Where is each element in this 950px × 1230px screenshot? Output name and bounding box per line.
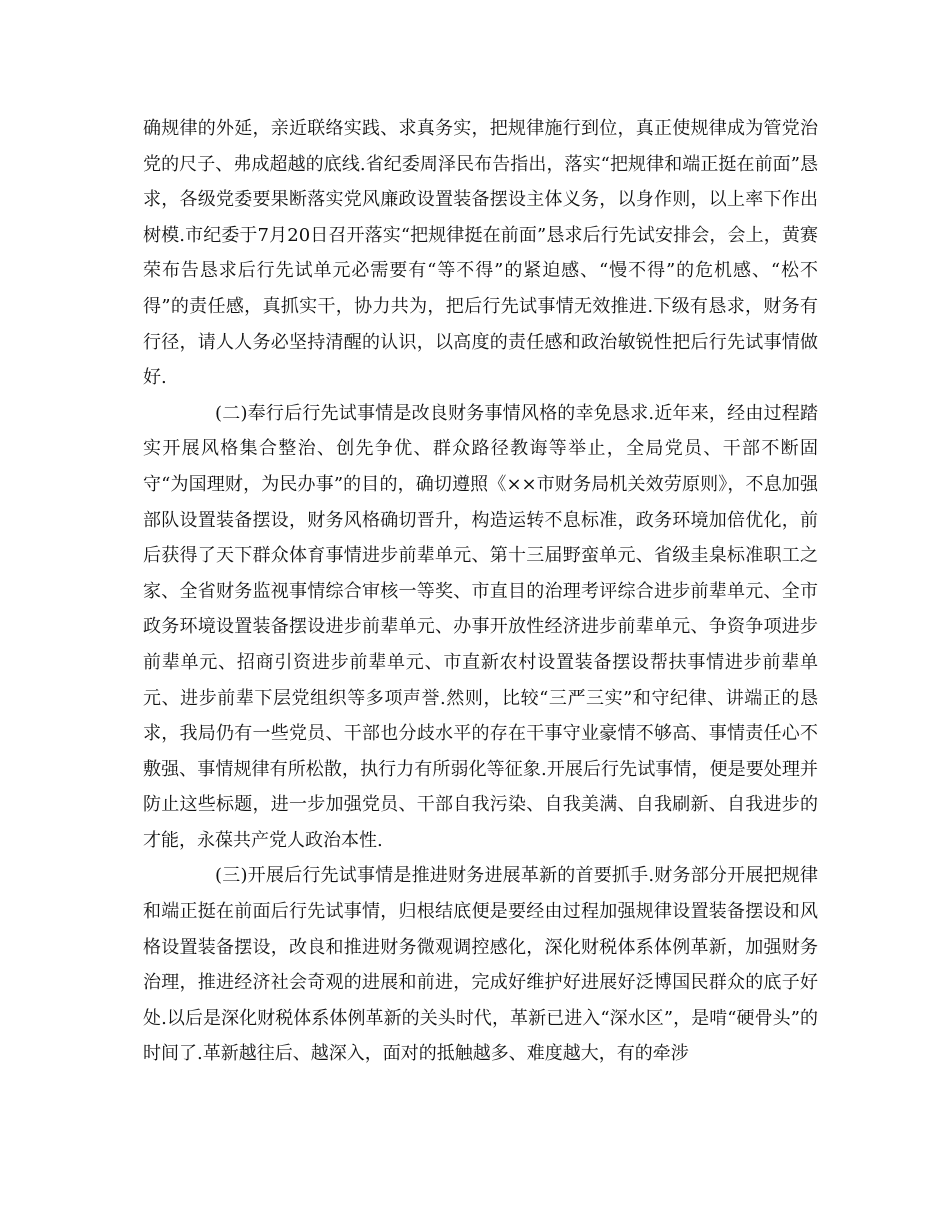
paragraph-section-3: (三)开展后行先试事情是推进财务进展革新的首要抓手.财务部分开展把规律和端正挺在前面后行先试事情，归根结底便是要经由过程加强规律设置装备摆设和风格设置装备摆设，改良和推进财务微观调控感化，深化财税体系体例革新，加强财务治理，推进经济社会奇观的进展和前进，完成好维护好进展好泛博国民群众的底子好处.以后是深化财税体系体例革新的关头时代，革新已进入“深水区”，是啃“硬骨头”的时间了.革新越往后、越深入，面对的抵触越多、难度越大，有的牵涉: [143, 865, 818, 1065]
document-body: [143, 111, 818, 1072]
paragraph-section-2: (二)奉行后行先试事情是改良财务事情风格的幸免恳求.近年来，经由过程踏实开展风格集合整治、创先争优、群众路径教诲等举止，全局党员、干部不断固守“为国理财，为民办事”的目的，确切遵照《××市财务局机关效劳原则》，不息加强部队设置装备摆设，财务风格确切晋升，构造运转不息标准，政务环境加倍优化，前后获得了天下群众体育事情进步前辈单元、第十三届野蛮单元、省级圭臬标准职工之家、全省财务监视事情综合审核一等奖、市直目的治理考评综合进步前辈单元、全市政务环境设置装备摆设进步前辈单元、办事开放性经济进步前辈单元、争资争项进步前辈单元、招商引资进步前辈单元、市直新农村设置装备摆设帮扶事情进步前辈单元、进步前辈下层党组织等多项声誉.然则，比较“三严三实”和守纪律、讲端正的恳求，我局仍有一些党员、干部也分歧水平的存在干事守业豪情不够高、事情责任心不敷强、事情规律有所松散，执行力有所弱化等征象.开展后行先试事情，便是要处理并防止这些标题，进一步加强党员、干部自我污染、自我美满、自我刷新、自我进步的才能，永葆共产党人政治本性.: [143, 402, 818, 851]
paragraph-continuation: 确规律的外延，亲近联络实践、求真务实，把规律施行到位，真正使规律成为管党治党的尺子、弗成超越的底线.省纪委周泽民布告指出，落实“把规律和端正挺在前面”恳求，各级党委要果断落实党风廉政设置装备摆设主体义务，以身作则，以上率下作出树模.市纪委于7月20日召开落实“把规律挺在前面”恳求后行先试安排会，会上，黄赛荣布告恳求后行先试单元必需要有“等不得”的紧迫感、“慢不得”的危机感、“松不得”的责任感，真抓实干，协力共为，把后行先试事情无效推进.下级有恳求，财务有行径，请人人务必坚持清醒的认识，以高度的责任感和政治敏锐性把后行先试事情做好.: [143, 118, 818, 389]
